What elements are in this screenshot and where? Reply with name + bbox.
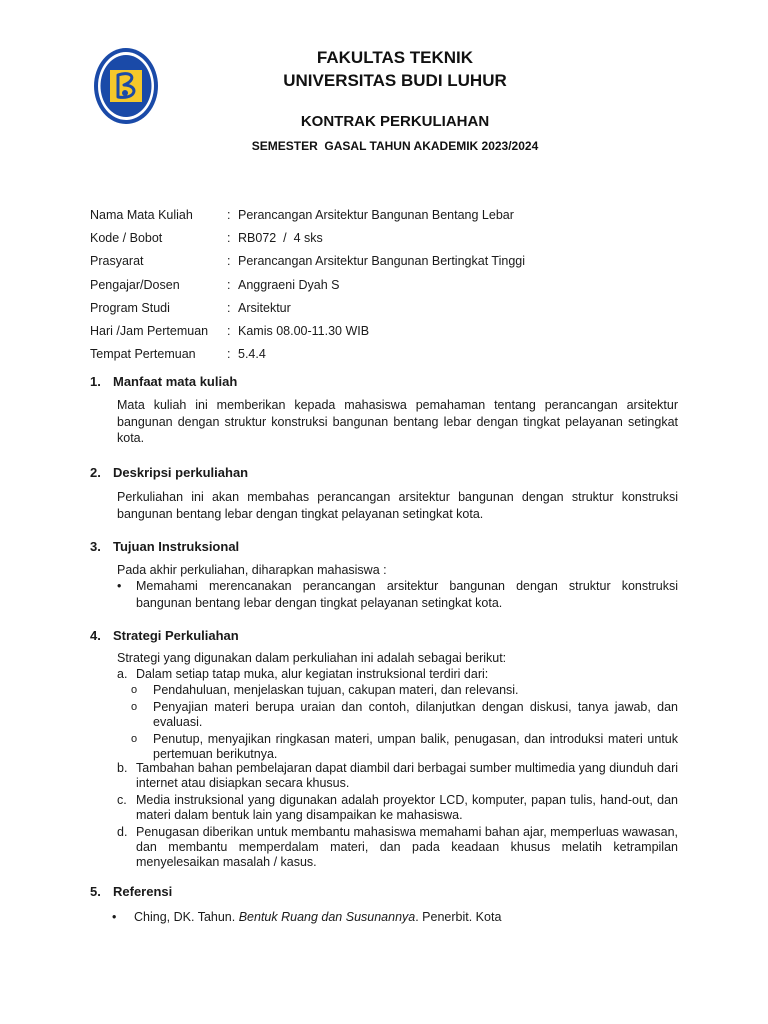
info-value: Perancangan Arsitektur Bangunan Bertingkat Tinggi bbox=[238, 254, 525, 269]
info-row bbox=[90, 273, 690, 296]
info-colon: : bbox=[227, 207, 231, 222]
info-value: Arsitektur bbox=[238, 300, 291, 315]
section-title: Strategi Perkuliahan bbox=[113, 628, 239, 643]
list-item bbox=[117, 825, 678, 870]
section-number: 4. bbox=[90, 628, 101, 643]
circle-bullet-icon: o bbox=[131, 733, 138, 745]
bullet-marker: • bbox=[117, 579, 122, 593]
section-intro: Pada akhir perkuliahan, diharapkan mahasiswa : bbox=[117, 563, 387, 577]
list-item-text: Dalam setiap tatap muka, alur kegiatan instruksional terdiri dari: bbox=[136, 667, 489, 681]
reference-publisher: . Penerbit. Kota bbox=[415, 910, 502, 924]
info-label: Nama Mata Kuliah bbox=[90, 207, 193, 222]
section-heading bbox=[90, 539, 239, 554]
list-marker: d. bbox=[117, 825, 128, 839]
info-colon: : bbox=[227, 277, 231, 292]
section-number: 3. bbox=[90, 539, 101, 554]
list-item-text: Penyajian materi berupa uraian dan contoh, dilanjutkan dengan diskusi, tanya jawab, dan evaluasi. bbox=[153, 700, 678, 729]
course-info-table bbox=[90, 203, 690, 366]
info-label: Kode / Bobot bbox=[90, 230, 163, 245]
strategy-sublist bbox=[131, 683, 678, 762]
info-label: Program Studi bbox=[90, 300, 170, 315]
list-item bbox=[117, 761, 678, 791]
reference-author: Ching, DK. Tahun. bbox=[134, 910, 239, 924]
info-row bbox=[90, 203, 690, 226]
list-marker: a. bbox=[117, 667, 128, 681]
document-title: KONTRAK PERKULIAHAN bbox=[300, 113, 490, 130]
info-colon: : bbox=[227, 347, 231, 362]
list-item bbox=[117, 578, 678, 612]
info-row bbox=[90, 226, 690, 249]
section-number: 2. bbox=[90, 465, 101, 480]
section-body: Perkuliahan ini akan membahas perancangan arsitektur bangunan dengan struktur konstruksi bangunan bentang lebar dengan tingkat pelayanan setingkat kota. bbox=[117, 490, 678, 521]
list-item-text: Pendahuluan, menjelaskan tujuan, cakupan materi, dan relevansi. bbox=[153, 683, 519, 697]
section-heading bbox=[90, 628, 239, 643]
list-item-text: Media instruksional yang digunakan adalah proyektor LCD, komputer, papan tulis, hand-out, dan materi dalam bentuk lain yang disampaikan ke mahasiswa. bbox=[136, 793, 678, 822]
section-number: 1. bbox=[90, 374, 101, 389]
info-label: Prasyarat bbox=[90, 254, 144, 269]
semester-line: SEMESTER GASAL TAHUN AKADEMIK 2023/2024 bbox=[251, 139, 539, 153]
info-colon: : bbox=[227, 254, 231, 269]
info-value: Kamis 08.00-11.30 WIB bbox=[238, 324, 370, 339]
list-item-text: Tambahan bahan pembelajaran dapat diambil dari berbagai sumber multimedia yang diunduh dari internet atau disiapkan secara khusus. bbox=[136, 761, 679, 790]
info-value: Anggraeni Dyah S bbox=[238, 277, 340, 292]
circle-bullet-icon: o bbox=[131, 684, 138, 696]
faculty-title: FAKULTAS TEKNIK bbox=[316, 48, 474, 67]
info-row bbox=[90, 343, 690, 366]
info-value: 5.4.4 bbox=[238, 347, 266, 362]
section-body: Mata kuliah ini memberikan kepada mahasiswa pemahaman tentang perancangan arsitektur bangunan dengan struktur konstruksi bangunan bentang lebar dengan tingkat pelayanan setingkat kota. bbox=[117, 398, 678, 446]
info-row bbox=[90, 296, 690, 319]
list-marker: c. bbox=[117, 793, 127, 807]
reference-item bbox=[112, 910, 501, 924]
info-colon: : bbox=[227, 230, 231, 245]
circle-bullet-icon: o bbox=[131, 701, 138, 713]
objective-list bbox=[117, 578, 678, 612]
bullet-marker: • bbox=[112, 910, 117, 924]
section-number: 5. bbox=[90, 884, 101, 899]
info-row bbox=[90, 250, 690, 273]
section-heading bbox=[90, 374, 237, 389]
info-colon: : bbox=[227, 324, 231, 339]
list-marker: b. bbox=[117, 761, 128, 775]
info-label: Hari /Jam Pertemuan bbox=[90, 324, 209, 339]
reference-book-title: Bentuk Ruang dan Susunannya bbox=[238, 910, 416, 924]
list-item bbox=[117, 667, 678, 682]
section-title: Tujuan Instruksional bbox=[113, 539, 240, 554]
list-item-text: Memahami merencanakan perancangan arsitektur bangunan dengan struktur konstruksi bangunan bentang lebar dengan tingkat pelayanan setingkat kota. bbox=[136, 579, 678, 610]
section-title: Deskripsi perkuliahan bbox=[113, 465, 249, 480]
reference-text bbox=[134, 910, 501, 924]
strategy-item-a bbox=[117, 667, 678, 682]
section-title: Manfaat mata kuliah bbox=[113, 374, 238, 389]
info-label: Pengajar/Dosen bbox=[90, 277, 180, 292]
strategy-list-rest bbox=[117, 761, 678, 870]
info-value: Perancangan Arsitektur Bangunan Bentang Lebar bbox=[238, 207, 514, 222]
list-item bbox=[117, 793, 678, 823]
university-title: UNIVERSITAS BUDI LUHUR bbox=[283, 71, 507, 90]
section-intro: Strategi yang digunakan dalam perkuliahan ini adalah sebagai berikut: bbox=[117, 651, 507, 665]
list-item-text: Penugasan diberikan untuk membantu mahasiswa memahami bahan ajar, memperluas wawasan, dan membantu memperdalam materi, dan pada keadaan khusus melatih ketrampilan menyelesaikan masalah / kasus. bbox=[136, 825, 678, 869]
info-value: RB072 / 4 sks bbox=[238, 230, 323, 245]
list-item bbox=[131, 683, 678, 698]
info-row bbox=[90, 319, 690, 342]
list-item bbox=[131, 700, 678, 730]
section-heading bbox=[90, 465, 248, 480]
info-label: Tempat Pertemuan bbox=[90, 347, 196, 362]
list-item-text: Penutup, menyajikan ringkasan materi, umpan balik, penugasan, dan introduksi materi untuk pertemuan berikutnya. bbox=[153, 732, 678, 761]
info-colon: : bbox=[227, 300, 231, 315]
list-item bbox=[131, 732, 678, 762]
section-title: Referensi bbox=[113, 884, 173, 899]
section-heading bbox=[90, 884, 172, 899]
